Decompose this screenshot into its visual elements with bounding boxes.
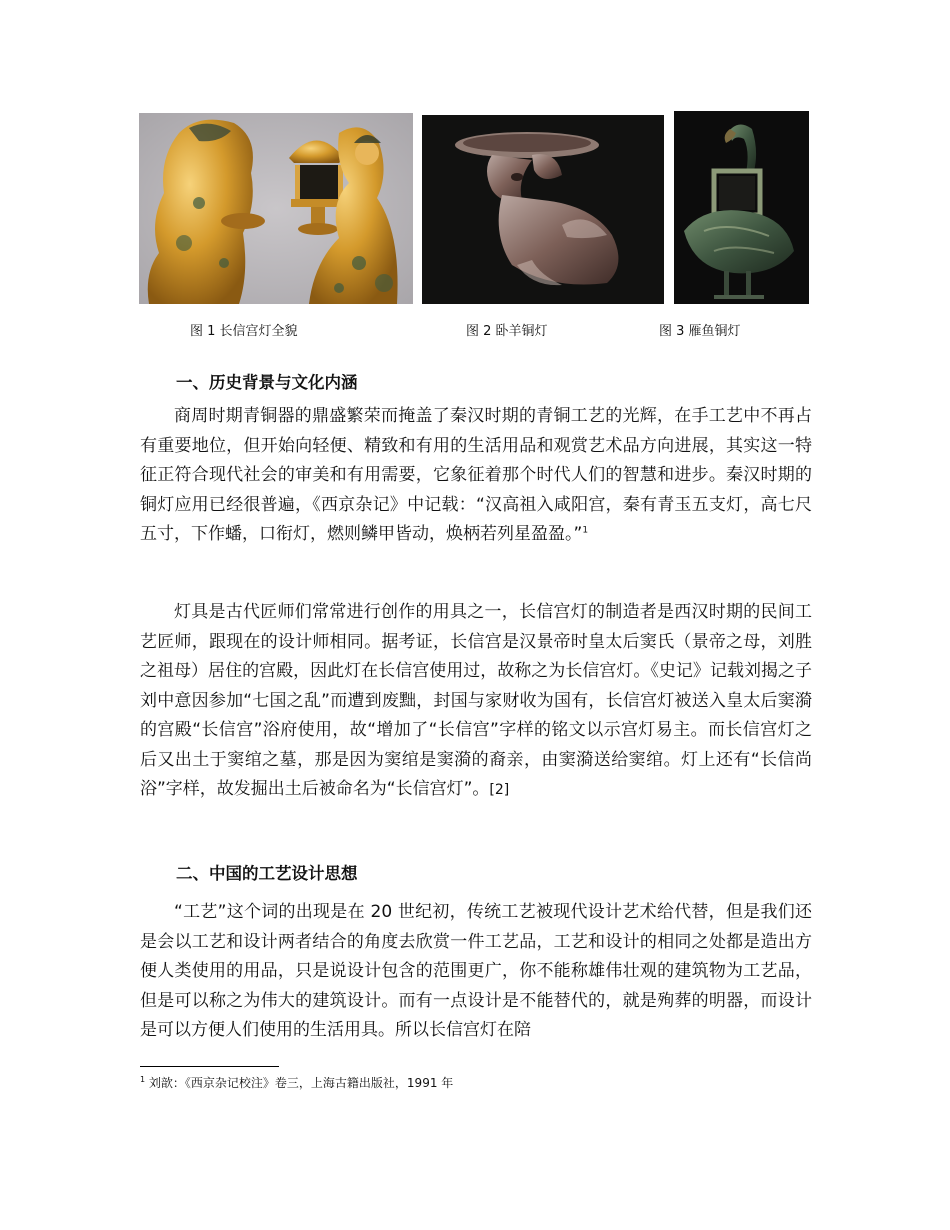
paragraph-text: 商周时期青铜器的鼎盛繁荣而掩盖了秦汉时期的青铜工艺的光辉，在手工艺中不再占有重要地位，但开始向轻便、精致和有用的生活用品和观赏艺术品方向进展，其实这一特征正符合现代社会的审美和有用需要，它象征着那个时代人们的智慧和进步。秦汉时期的铜灯应用已经很普遍，《西京杂记》中记载：“汉高祖入咸阳宫，秦有青玉五支灯，高七尺五寸，下作蟠，口衔灯，燃则鳞甲皆动，焕柄若列星盈盈。” (140, 406, 812, 544)
figure-2-image (422, 115, 664, 304)
figure-2-caption: 图 2 卧羊铜灯 (466, 324, 548, 339)
footnote (140, 1074, 453, 1091)
section-2-heading: 二、中国的工艺设计思想 (176, 864, 358, 883)
goose-fish-lamp-icon (674, 111, 809, 304)
citation-ref[interactable]: [2] (489, 782, 510, 798)
footnote-divider (140, 1066, 279, 1067)
figure-1-image (139, 113, 413, 304)
footnote-mark: 1 (140, 1075, 146, 1084)
section-1-paragraph-1 (140, 402, 812, 550)
figure-3-caption: 图 3 雁鱼铜灯 (659, 324, 741, 339)
footnote-ref[interactable]: 1 (582, 525, 589, 536)
footnote-text: 刘歆：《西京杂记校注》卷三，上海古籍出版社，1991 年 (148, 1076, 454, 1090)
figure-3-image (674, 111, 809, 304)
paragraph-text: “工艺”这个词的出现是在 20 世纪初，传统工艺被现代设计艺术给代替，但是我们还是会以工艺和设计两者结合的角度去欣赏一件工艺品，工艺和设计的相同之处都是造出方便人类使用的用品，只是说设计包含的范围更广，你不能称雄伟壮观的建筑物为工艺品，但是可以称之为伟大的建筑设计。而有一点设计是不能替代的，就是殉葬的明器，而设计是可以方便人们使用的生活用具。所以长信宫灯在陪 (140, 902, 812, 1040)
section-1-paragraph-2 (140, 598, 812, 806)
section-2-paragraph-1 (140, 898, 812, 1046)
gilded-lamp-icon (139, 113, 413, 304)
figure-1-caption: 图 1 长信宫灯全貌 (190, 324, 298, 339)
ram-lamp-icon (422, 115, 664, 304)
section-1-heading: 一、历史背景与文化内涵 (176, 373, 358, 392)
paragraph-text: 灯具是古代匠师们常常进行创作的用具之一，长信宫灯的制造者是西汉时期的民间工艺匠师，跟现在的设计师相同。据考证，长信宫是汉景帝时皇太后窦氏（景帝之母，刘胜之祖母）居住的宫殿，因此灯在长信宫使用过，故称之为长信宫灯。《史记》记载刘揭之子刘中意因参加“七国之乱”而遭到废黜，封国与家财收为国有，长信宫灯被送入皇太后窦漪的宫殿“长信宫”浴府使用，故“增加了“长信宫”字样的铭文以示宫灯易主。而长信宫灯之后又出土于窦绾之墓，那是因为窦绾是窦漪的裔亲，由窦漪送给窦绾。灯上还有“长信尚浴”字样，故发掘出土后被命名为“长信宫灯”。 (140, 602, 812, 799)
